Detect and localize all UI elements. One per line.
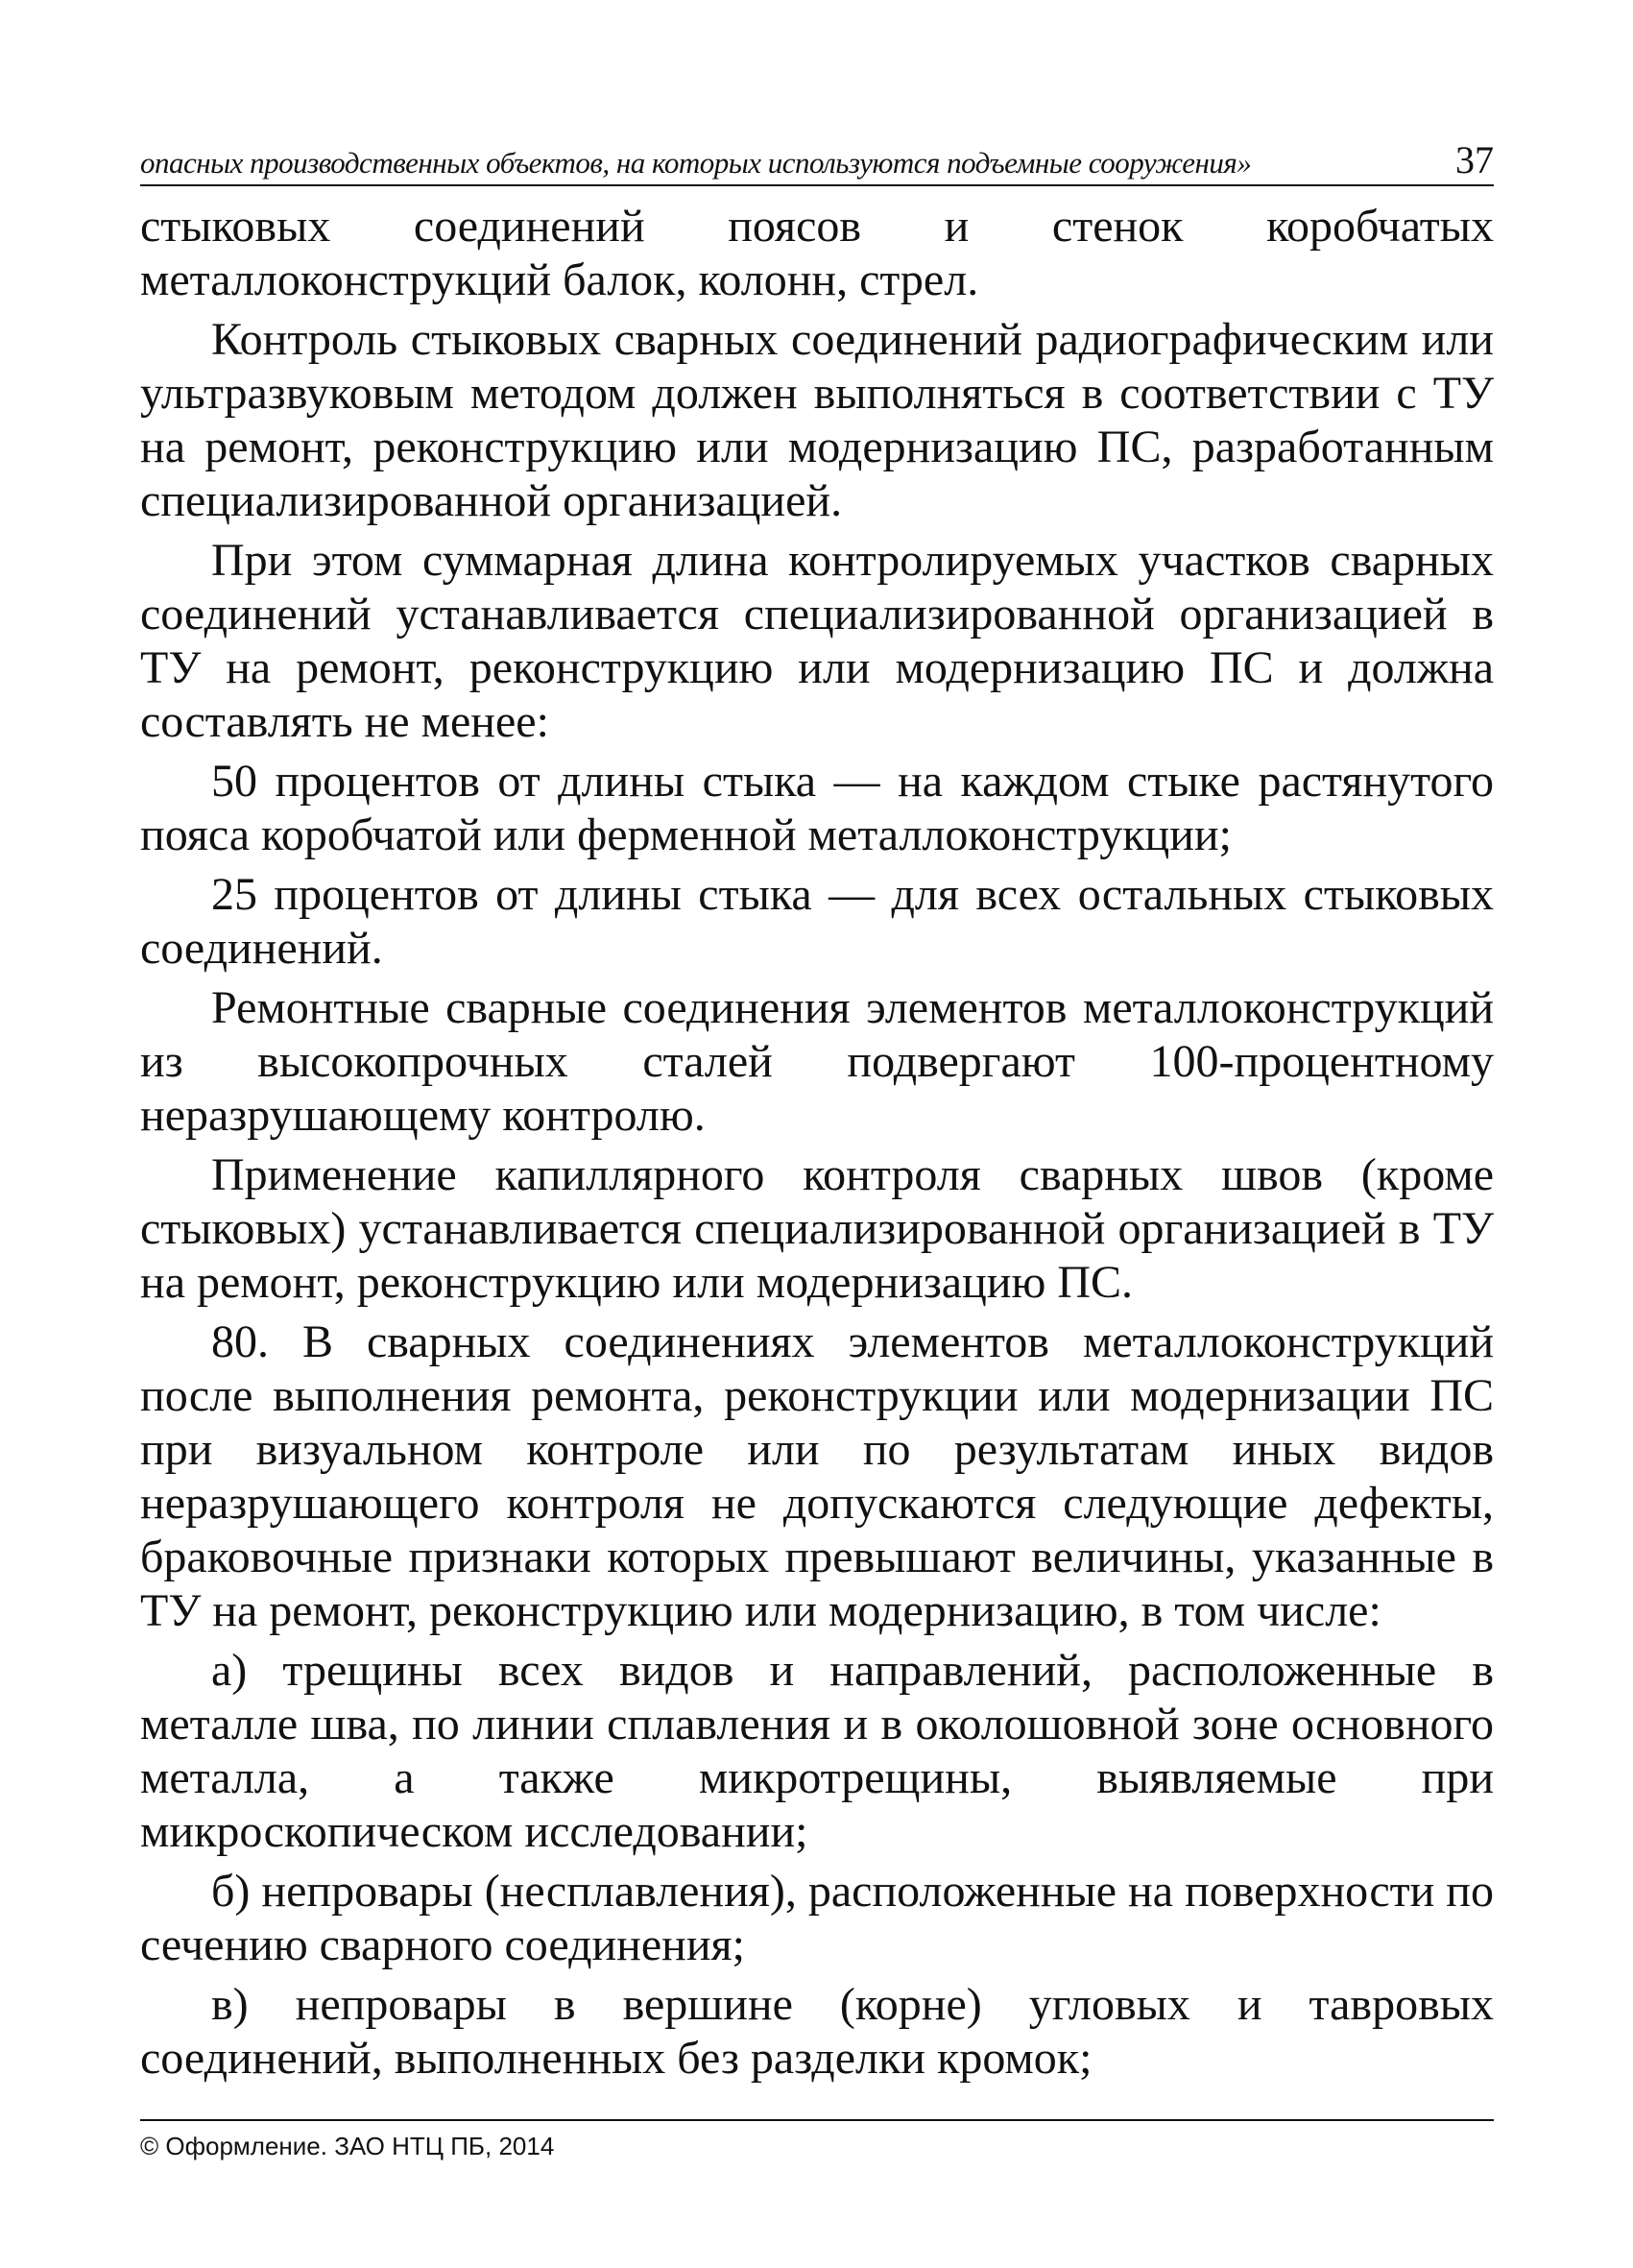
paragraph-clause-80: 80. В сварных соединениях элементов металлоконструкций после выполнения ремонта, реконструкции или модернизации ПС при визуальном контроле или по результатам иных видов неразрушающего контроля не допускаются следующие дефекты, браковочные признаки которых превышают величины, указанные в ТУ на ремонт, реконструкцию или модернизацию, в том числе: — [140, 1316, 1494, 1636]
footer-divider — [140, 2119, 1494, 2121]
paragraph: Применение капиллярного контроля сварных швов (кроме стыковых) устанавливается специализированной организацией в ТУ на ремонт, реконструкцию или модернизацию ПС. — [140, 1149, 1494, 1308]
running-header — [140, 136, 1494, 186]
paragraph: Ремонтные сварные соединения элементов металлоконструкций из высокопрочных сталей подвергают 100-процентному неразрушающему контролю. — [140, 982, 1494, 1141]
page-number: 37 — [1455, 138, 1494, 181]
document-page — [140, 0, 1494, 2268]
footer-copyright: © Оформление. ЗАО НТЦ ПБ, 2014 — [140, 2132, 555, 2160]
paragraph: 25 процентов от длины стыка — для всех остальных стыковых соединений. — [140, 869, 1494, 974]
paragraph: Контроль стыковых сварных соединений радиографическим или ультразвуковым методом должен выполняться в соответствии с ТУ на ремонт, реконструкцию или модернизацию ПС, разработанным специализированной организацией. — [140, 314, 1494, 526]
list-item-v: в) непровары в вершине (корне) угловых и тавровых соединений, выполненных без разделки кромок; — [140, 1979, 1494, 2084]
header-title: опасных производственных объектов, на которых используются подъемные сооружения» — [140, 146, 1252, 180]
paragraph-continuation: стыковых соединений поясов и стенок коробчатых металлоконструкций балок, колонн, стрел. — [140, 201, 1494, 305]
paragraph: 50 процентов от длины стыка — на каждом стыке растянутого пояса коробчатой или ферменной металлоконструкции; — [140, 756, 1494, 860]
paragraph: При этом суммарная длина контролируемых участков сварных соединений устанавливается специализированной организацией в ТУ на ремонт, реконструкцию или модернизацию ПС и должна составлять не менее: — [140, 535, 1494, 747]
list-item-b: б) непровары (несплавления), расположенные на поверхности по сечению сварного соединения; — [140, 1866, 1494, 1970]
body-text — [140, 200, 1494, 2091]
list-item-a: а) трещины всех видов и направлений, расположенные в металле шва, по линии сплавления и в околошовной зоне основного металла, а также микротрещины, выявляемые при микроскопическом исследовании; — [140, 1645, 1494, 1857]
